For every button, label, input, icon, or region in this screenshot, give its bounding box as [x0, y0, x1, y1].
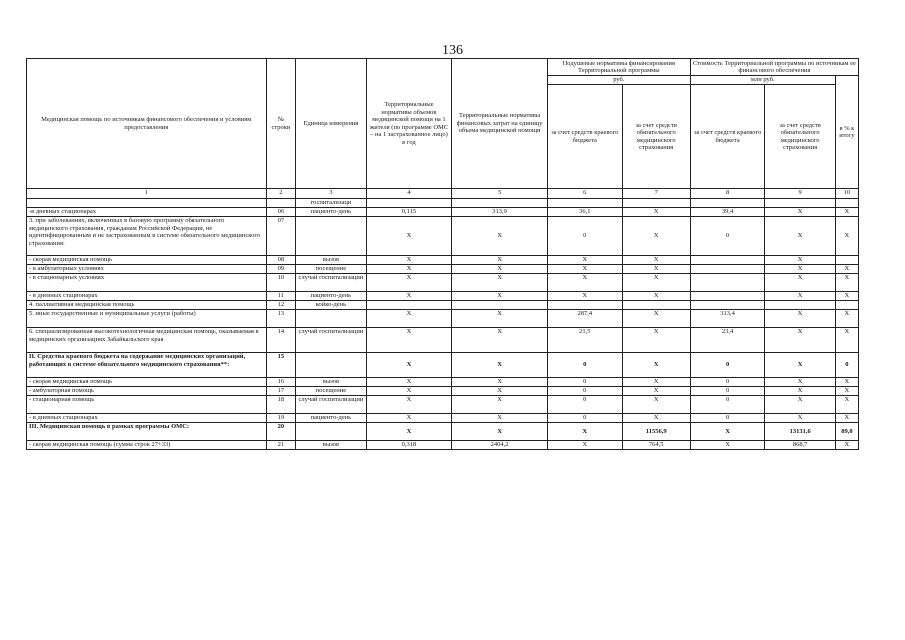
column-number: 7	[622, 189, 690, 199]
header-regional-budget-cost: за счет средств краевого бюджета	[690, 85, 765, 189]
row-oms-cost	[765, 301, 835, 310]
row-label: III. Медицинская помощь в рамках программы ОМС:	[27, 423, 267, 441]
row-regional-per-capita: Х	[547, 423, 622, 441]
row-label: - в стационарных условиях	[27, 274, 267, 292]
row-label: - в амбулаторных условиях	[27, 265, 267, 274]
header-oms-cost: за счет средств обязательного медицинского страхования	[765, 85, 835, 189]
row-unit: госпитализаци	[296, 199, 366, 208]
table-row	[27, 353, 859, 378]
row-volume	[366, 301, 452, 310]
row-unit: вызов	[296, 378, 366, 387]
table-row	[27, 414, 859, 423]
row-regional-cost: 0	[690, 396, 765, 414]
row-number: 15	[266, 353, 296, 378]
row-cost: Х	[452, 328, 548, 353]
row-percent: Х	[835, 328, 858, 353]
row-regional-cost	[690, 199, 765, 208]
row-label: - скорая медицинская помощь	[27, 378, 267, 387]
row-oms-cost: Х	[765, 328, 835, 353]
row-percent: Х	[835, 378, 858, 387]
page-number: 136	[442, 43, 463, 58]
row-cost: Х	[452, 310, 548, 328]
row-label: -в дневных стационарах	[27, 208, 267, 217]
row-oms-cost: 13131,6	[765, 423, 835, 441]
row-oms-per-capita: Х	[622, 378, 690, 387]
row-cost: Х	[452, 396, 548, 414]
row-volume: 0,115	[366, 208, 452, 217]
row-number: 07	[266, 217, 296, 256]
row-oms-per-capita: Х	[622, 265, 690, 274]
header-regional-budget-per-capita: за счет средств краевого бюджета	[547, 85, 622, 189]
row-regional-per-capita: Х	[547, 274, 622, 292]
row-regional-cost	[690, 301, 765, 310]
column-number: 1	[27, 189, 267, 199]
row-cost	[452, 199, 548, 208]
row-cost	[452, 301, 548, 310]
row-percent: Х	[835, 274, 858, 292]
row-regional-cost: 313,4	[690, 310, 765, 328]
row-volume: Х	[366, 387, 452, 396]
column-number: 4	[366, 189, 452, 199]
row-regional-cost: 0	[690, 353, 765, 378]
row-cost: Х	[452, 256, 548, 265]
row-regional-per-capita	[547, 301, 622, 310]
row-volume: Х	[366, 353, 452, 378]
column-number: 9	[765, 189, 835, 199]
row-cost: Х	[452, 265, 548, 274]
row-regional-per-capita: Х	[547, 441, 622, 450]
row-oms-cost: Х	[765, 217, 835, 256]
table-body	[27, 199, 859, 450]
column-number: 5	[452, 189, 548, 199]
row-number: 10	[266, 274, 296, 292]
row-oms-cost: Х	[765, 414, 835, 423]
column-number: 2	[266, 189, 296, 199]
row-cost: Х	[452, 423, 548, 441]
row-number: 18	[266, 396, 296, 414]
row-volume: Х	[366, 310, 452, 328]
table-row	[27, 396, 859, 414]
row-percent: Х	[835, 310, 858, 328]
row-oms-per-capita: Х	[622, 387, 690, 396]
row-percent: 0	[835, 353, 858, 378]
row-unit: вызов	[296, 441, 366, 450]
row-volume: Х	[366, 378, 452, 387]
row-percent: Х	[835, 441, 858, 450]
row-regional-per-capita: 0	[547, 217, 622, 256]
row-number: 17	[266, 387, 296, 396]
row-regional-cost: 23,4	[690, 328, 765, 353]
row-number: 06	[266, 208, 296, 217]
row-unit: пациенто-день	[296, 208, 366, 217]
row-regional-per-capita: 287,4	[547, 310, 622, 328]
row-cost: Х	[452, 387, 548, 396]
row-label: - амбулаторная помощь	[27, 387, 267, 396]
row-oms-per-capita: Х	[622, 208, 690, 217]
row-label: - в дневных стационарах	[27, 414, 267, 423]
row-oms-per-capita: 764,5	[622, 441, 690, 450]
row-volume: Х	[366, 217, 452, 256]
row-percent: Х	[835, 292, 858, 301]
row-oms-per-capita: Х	[622, 292, 690, 301]
column-number-row	[27, 189, 859, 199]
table-row	[27, 292, 859, 301]
row-regional-per-capita: 0	[547, 414, 622, 423]
row-regional-cost	[690, 274, 765, 292]
row-label: II. Средства краевого бюджета на содержание медицинских организаций, работающих в системе обязательного медицинского страхования**:	[27, 353, 267, 378]
row-oms-cost: Х	[765, 208, 835, 217]
row-regional-cost	[690, 292, 765, 301]
row-number: 21	[266, 441, 296, 450]
row-oms-cost: Х	[765, 256, 835, 265]
column-number: 8	[690, 189, 765, 199]
row-number: 13	[266, 310, 296, 328]
row-number: 16	[266, 378, 296, 387]
row-oms-per-capita: Х	[622, 256, 690, 265]
row-cost: Х	[452, 292, 548, 301]
row-number: 09	[266, 265, 296, 274]
row-percent: Х	[835, 414, 858, 423]
row-oms-cost: Х	[765, 274, 835, 292]
row-volume: Х	[366, 292, 452, 301]
row-regional-per-capita: Х	[547, 256, 622, 265]
row-unit: случай госпитализации	[296, 396, 366, 414]
program-cost-table	[26, 58, 859, 450]
row-number: 12	[266, 301, 296, 310]
row-oms-per-capita: Х	[622, 274, 690, 292]
row-regional-cost: 0	[690, 378, 765, 387]
row-oms-per-capita: Х	[622, 310, 690, 328]
row-number: 08	[266, 256, 296, 265]
row-regional-cost: Х	[690, 423, 765, 441]
row-unit: посещение	[296, 265, 366, 274]
row-oms-cost: Х	[765, 265, 835, 274]
row-label: 4. паллиативная медицинская помощь	[27, 301, 267, 310]
table-row	[27, 208, 859, 217]
row-label: - стационарная помощь	[27, 396, 267, 414]
row-label: 5. иные государственные и муниципальные услуги (работы)	[27, 310, 267, 328]
row-regional-cost	[690, 265, 765, 274]
header-rub-unit: руб.	[547, 76, 690, 85]
row-regional-per-capita: 0	[547, 396, 622, 414]
row-number: 20	[266, 423, 296, 441]
header-mln-rub-unit: млн руб.	[690, 76, 835, 85]
row-oms-cost: Х	[765, 310, 835, 328]
header-row-number: № строки	[266, 59, 296, 189]
header-oms-per-capita: за счет средств обязательного медицинского страхования	[622, 85, 690, 189]
row-percent	[835, 301, 858, 310]
row-unit: посещение	[296, 387, 366, 396]
row-unit: случай госпитализации	[296, 274, 366, 292]
column-number: 3	[296, 189, 366, 199]
row-cost: 313,9	[452, 208, 548, 217]
row-label: - скорая медицинская помощь (сумма строк 27+33)	[27, 441, 267, 450]
row-percent: Х	[835, 265, 858, 274]
row-oms-cost: Х	[765, 387, 835, 396]
row-regional-cost: 0	[690, 414, 765, 423]
table-row	[27, 301, 859, 310]
row-regional-per-capita	[547, 199, 622, 208]
column-number: 10	[835, 189, 858, 199]
table-row	[27, 310, 859, 328]
row-percent: Х	[835, 387, 858, 396]
row-volume: Х	[366, 414, 452, 423]
row-volume: Х	[366, 423, 452, 441]
row-volume: Х	[366, 328, 452, 353]
row-unit: случай госпитализации	[296, 328, 366, 353]
row-label: - скорая медицинская помощь	[27, 256, 267, 265]
row-regional-per-capita: 0	[547, 353, 622, 378]
row-regional-cost	[690, 256, 765, 265]
row-regional-cost: 0	[690, 217, 765, 256]
row-oms-cost: Х	[765, 292, 835, 301]
row-unit	[296, 217, 366, 256]
row-percent	[835, 199, 858, 208]
column-number: 6	[547, 189, 622, 199]
row-unit: пациенто-день	[296, 292, 366, 301]
header-cost-norms: Территориальные нормативы финансовых затрат на единицу объема медицинской помощи	[452, 59, 548, 189]
header-volume-norms: Территориальные нормативы объемов медицинской помощи на 1 жителя (по программе ОМС – на 1 застрахованное лицо) в год	[366, 59, 452, 189]
table-row	[27, 217, 859, 256]
row-volume: Х	[366, 396, 452, 414]
table-row	[27, 256, 859, 265]
row-label: 6. специализированная высокотехнологичная медицинская помощь, оказываемая в медицинских организациях Забайкальского края	[27, 328, 267, 353]
row-oms-per-capita: Х	[622, 396, 690, 414]
row-number: 11	[266, 292, 296, 301]
row-oms-per-capita: Х	[622, 328, 690, 353]
row-number: 19	[266, 414, 296, 423]
row-cost: Х	[452, 378, 548, 387]
row-percent	[835, 256, 858, 265]
table-row	[27, 441, 859, 450]
row-cost: Х	[452, 353, 548, 378]
table-row	[27, 265, 859, 274]
row-volume: Х	[366, 265, 452, 274]
row-regional-cost: Х	[690, 441, 765, 450]
header-program-cost-group: Стоимость Территориальной программы по источникам ее финансового обеспечения	[690, 59, 858, 76]
row-volume: Х	[366, 256, 452, 265]
row-volume: Х	[366, 274, 452, 292]
row-regional-per-capita: 0	[547, 378, 622, 387]
table-row	[27, 378, 859, 387]
row-cost: Х	[452, 217, 548, 256]
row-unit	[296, 423, 366, 441]
row-oms-cost: 868,7	[765, 441, 835, 450]
header-per-capita-group: Подушевые нормативы финансирования Территориальной программы	[547, 59, 690, 76]
table-row	[27, 274, 859, 292]
row-cost: 2404,2	[452, 441, 548, 450]
row-oms-per-capita: 11556,9	[622, 423, 690, 441]
row-volume	[366, 199, 452, 208]
row-regional-per-capita: 0	[547, 387, 622, 396]
row-regional-cost: 39,4	[690, 208, 765, 217]
table-row	[27, 328, 859, 353]
row-volume: 0,318	[366, 441, 452, 450]
row-unit: койко-день	[296, 301, 366, 310]
row-oms-per-capita: Х	[622, 217, 690, 256]
row-label	[27, 199, 267, 208]
row-unit: пациенто-день	[296, 414, 366, 423]
row-percent: 89,0	[835, 423, 858, 441]
header-percent: в % к итогу	[835, 76, 858, 189]
row-oms-cost: Х	[765, 378, 835, 387]
row-oms-per-capita: Х	[622, 353, 690, 378]
table-row	[27, 387, 859, 396]
row-oms-per-capita: Х	[622, 414, 690, 423]
row-percent: Х	[835, 208, 858, 217]
row-regional-per-capita: Х	[547, 265, 622, 274]
row-cost: Х	[452, 414, 548, 423]
header-unit: Единица измерения	[296, 59, 366, 189]
row-unit: вызов	[296, 256, 366, 265]
row-percent: Х	[835, 217, 858, 256]
row-regional-per-capita: Х	[547, 292, 622, 301]
row-number	[266, 199, 296, 208]
row-percent: Х	[835, 396, 858, 414]
row-oms-cost	[765, 199, 835, 208]
row-cost: Х	[452, 274, 548, 292]
row-regional-per-capita: 21,5	[547, 328, 622, 353]
row-label: - в дневных стационарах	[27, 292, 267, 301]
table-row	[27, 423, 859, 441]
row-oms-per-capita	[622, 199, 690, 208]
row-oms-per-capita	[622, 301, 690, 310]
table-row	[27, 199, 859, 208]
row-unit	[296, 353, 366, 378]
row-unit	[296, 310, 366, 328]
row-label: 3. при заболеваниях, включенных в базовую программу обязательного медицинского страхования, гражданам Российской Федерации, не идентифицированным и не застрахованным в системе обязательного медицинского страхования:	[27, 217, 267, 256]
row-regional-cost: 0	[690, 387, 765, 396]
row-number: 14	[266, 328, 296, 353]
header-care-type: Медицинская помощь по источникам финансового обеспечения и условиям предоставления	[27, 59, 267, 189]
row-oms-cost: Х	[765, 353, 835, 378]
row-regional-per-capita: 36,1	[547, 208, 622, 217]
row-oms-cost: Х	[765, 396, 835, 414]
